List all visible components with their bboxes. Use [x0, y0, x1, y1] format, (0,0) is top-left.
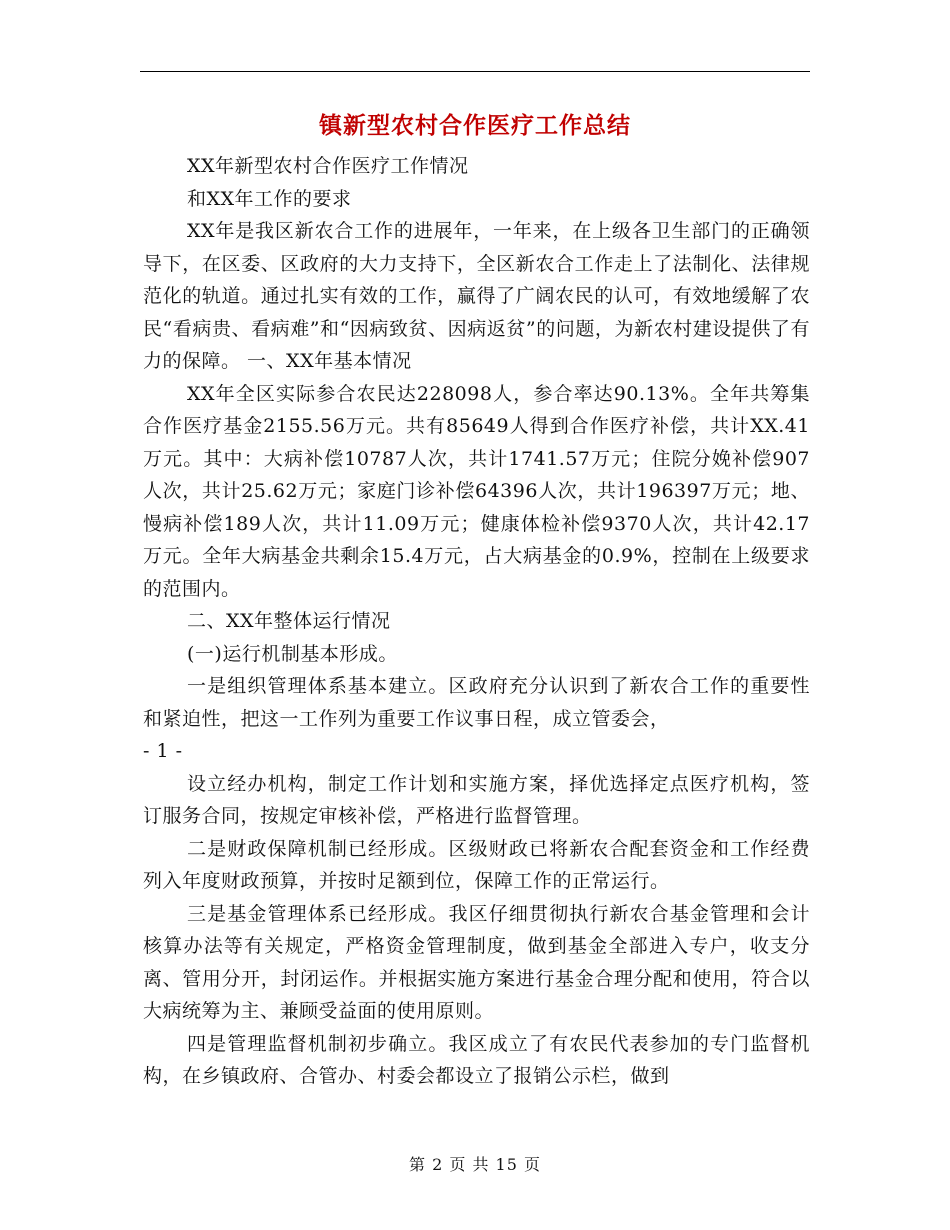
paragraph: XX年全区实际参合农民达228098人，参合率达90.13%。全年共筹集合作医疗基金2155.56万元。共有85649人得到合作医疗补偿，共计XX.41万元。其中：大病补偿10787人次，共计1741.57万元；住院分娩补偿907人次，共计25.62万元；家庭门诊补偿64396人次，共计196397万元；地、慢病补偿189人次，共计11.09万元；健康体检补偿9370人次，共计42.17万元。全年大病基金共剩余15.4万元，占大病基金的0.9%，控制在上级要求的范围内。 — [143, 382, 810, 600]
inline-page-marker: - 1 - — [143, 740, 183, 762]
paragraph: XX年新型农村合作医疗工作情况 — [187, 155, 469, 177]
paragraph: 一是组织管理体系基本建立。区政府充分认识到了新农合工作的重要性和紧迫性，把这一工作列为重要工作议事日程，成立管委会， — [143, 675, 810, 730]
paragraph: 四是管理监督机制初步确立。我区成立了有农民代表参加的专门监督机构，在乡镇政府、合管办、村委会都设立了报销公示栏，做到 — [143, 1032, 810, 1087]
paragraph: 和XX年工作的要求 — [187, 187, 352, 210]
section-heading: 二、XX年整体运行情况 — [187, 610, 391, 632]
document-title: 镇新型农村合作医疗工作总结 — [319, 113, 631, 139]
paragraph: 二是财政保障机制已经形成。区级财政已将新农合配套资金和工作经费列入年度财政预算，并按时足额到位，保障工作的正常运行。 — [143, 837, 810, 892]
subsection-heading: (一)运行机制基本形成。 — [187, 642, 398, 665]
header-rule — [140, 71, 810, 72]
document-body — [143, 150, 810, 1093]
page-footer: 第 2 页 共 15 页 — [409, 1155, 541, 1174]
paragraph: XX年是我区新农合工作的进展年，一年来，在上级各卫生部门的正确领导下，在区委、区政府的大力支持下，全区新农合工作走上了法制化、法律规范化的轨道。通过扎实有效的工作，赢得了广阔农民的认可，有效地缓解了农民“看病贵、看病难”和“因病致贫、因病返贫”的问题，为新农村建设提供了有力的保障。 一、XX年基本情况 — [143, 220, 810, 372]
paragraph: 设立经办机构，制定工作计划和实施方案，择优选择定点医疗机构，签订服务合同，按规定审核补偿，严格进行监督管理。 — [143, 772, 810, 827]
paragraph: 三是基金管理体系已经形成。我区仔细贯彻执行新农合基金管理和会计核算办法等有关规定，严格资金管理制度，做到基金全部进入专户，收支分离、管用分开，封闭运作。并根据实施方案进行基金合理分配和使用，符合以大病统筹为主、兼顾受益面的使用原则。 — [143, 902, 810, 1022]
